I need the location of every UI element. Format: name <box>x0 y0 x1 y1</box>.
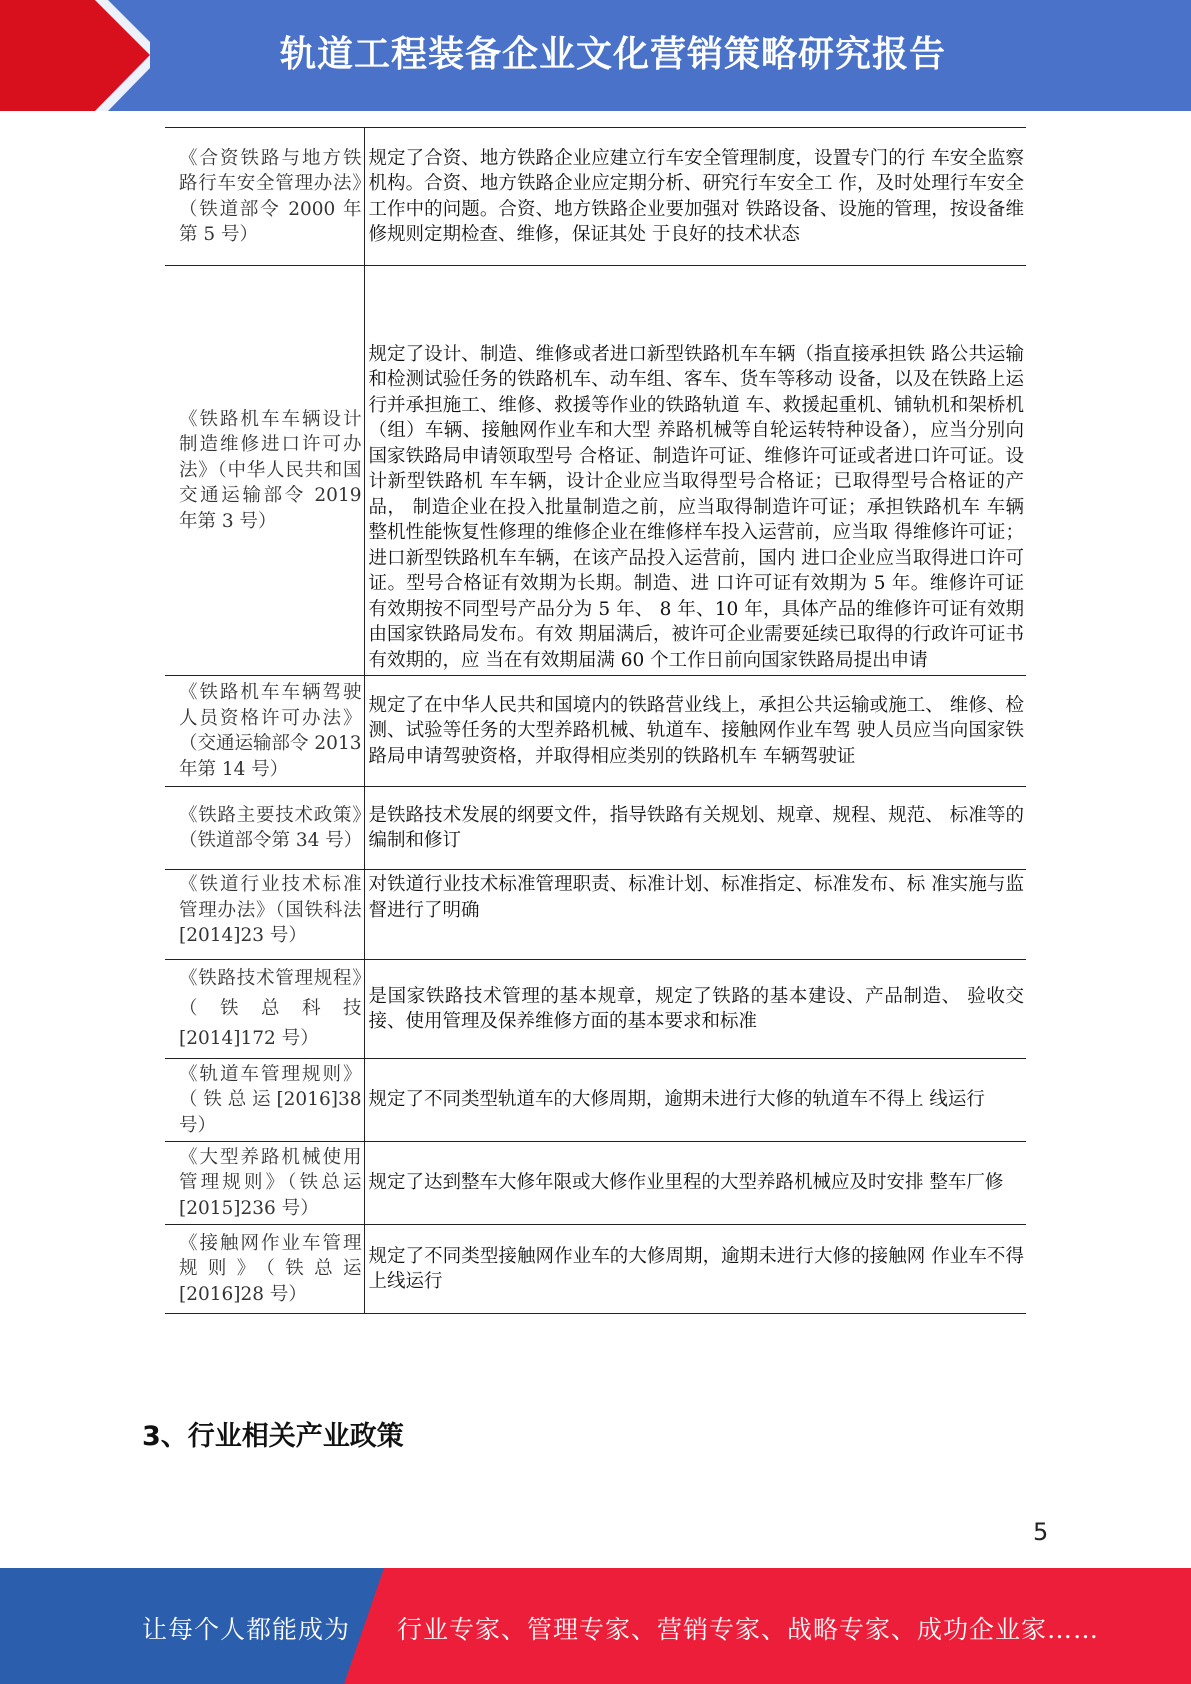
regulation-name: 《铁道行业技术标准管理办法》（国铁科法[2014]23 号） <box>165 870 364 960</box>
regulation-description: 是国家铁路技术管理的基本规章，规定了铁路的基本建设、产品制造、 验收交接、使用管理及保养维修方面的基本要求和标准 <box>364 960 1026 1059</box>
table-row <box>165 870 1026 960</box>
regulation-description: 规定了设计、制造、维修或者进口新型铁路机车车辆（指直接承担铁 路公共运输和检测试验任务的铁路机车、动车组、客车、货车等移动 设备，以及在铁路上运行并承担施工、维修、救援等作业的铁路轨道 车、救援起重机、铺轨机和架桥机（组）车辆、接触网作业车和大型 养路机械等自轮运转特种设备），应当分别向国家铁路局申请领取型号 合格证、制造许可证、维修许可证或者进口许可证。设计新型铁路机 车车辆，设计企业应当取得型号合格证；已取得型号合格证的产品， 制造企业在投入批量制造之前，应当取得制造许可证；承担铁路机车 车辆整机性能恢复性修理的维修企业在维修样车投入运营前，应当取 得维修许可证；进口新型铁路机车车辆，在该产品投入运营前，国内 进口企业应当取得进口许可证。型号合格证有效期为长期。制造、进 口许可证有效期为 5 年。维修许可证有效期按不同型号产品分为 5 年、 8 年、10 年，具体产品的维修许可证有效期由国家铁路局发布。有效 期届满后，被许可企业需要延续已取得的行政许可证书有效期的，应 当在有效期届满 60 个工作日前向国家铁路局提出申请 <box>364 266 1026 676</box>
regulation-name: 《轨道车管理规则》（铁总运[2016]38 号） <box>165 1059 364 1142</box>
table-row <box>165 128 1026 266</box>
regulation-name: 《大型养路机械使用管理规则》（铁总运[2015]236 号） <box>165 1142 364 1225</box>
table-row <box>165 1142 1026 1225</box>
table-row <box>165 676 1026 787</box>
regulation-description: 规定了合资、地方铁路企业应建立行车安全管理制度，设置专门的行 车安全监察机构。合资、地方铁路企业应定期分析、研究行车安全工 作，及时处理行车安全工作中的问题。合资、地方铁路企业要加强对 铁路设备、设施的管理，按设备维修规则定期检查、维修，保证其处 于良好的技术状态 <box>364 128 1026 266</box>
regulation-name: 《铁路主要技术政策》（铁道部令第 34 号） <box>165 787 364 870</box>
regulation-description: 规定了不同类型接触网作业车的大修周期，逾期未进行大修的接触网 作业车不得上线运行 <box>364 1225 1026 1314</box>
regulation-description: 对铁道行业技术标准管理职责、标准计划、标准指定、标准发布、标 准实施与监督进行了明确 <box>364 870 1026 960</box>
table-row <box>165 1225 1026 1314</box>
regulation-description: 规定了在中华人民共和国境内的铁路营业线上，承担公共运输或施工、 维修、检测、试验等任务的大型养路机械、轨道车、接触网作业车驾 驶人员应当向国家铁路局申请驾驶资格，并取得相应类别的铁路机车 车辆驾驶证 <box>364 676 1026 787</box>
page-number: 5 <box>1033 1518 1049 1546</box>
page-header <box>0 0 1191 111</box>
regulation-name: 《铁路机车车辆驾驶人员资格许可办法》（交通运输部令 2013 年第 14 号） <box>165 676 364 787</box>
header-arrow-decoration <box>0 0 150 111</box>
table-row <box>165 960 1026 1059</box>
regulation-description: 是铁路技术发展的纲要文件，指导铁路有关规划、规章、规程、规范、 标准等的编制和修订 <box>364 787 1026 870</box>
regulation-name: 《铁路机车车辆设计制造维修进口许可办法》（中华人民共和国交通运输部令 2019 年第 3 号） <box>165 266 364 676</box>
regulation-description: 规定了不同类型轨道车的大修周期，逾期未进行大修的轨道车不得上 线运行 <box>364 1059 1026 1142</box>
regulation-name: 《接触网作业车管理规则》（铁总运[2016]28 号） <box>165 1225 364 1314</box>
footer-slogan-left: 让每个人都能成为 <box>142 1615 351 1644</box>
regulation-name: 《铁路技术管理规程》（铁总科技[2014]172 号） <box>165 960 364 1059</box>
section-heading: 3、行业相关产业政策 <box>142 1421 404 1452</box>
regulation-name: 《合资铁路与地方铁路行车安全管理办法》（铁道部令 2000 年第 5 号） <box>165 128 364 266</box>
report-title: 轨道工程装备企业文化营销策略研究报告 <box>280 34 947 75</box>
regulation-description: 规定了达到整车大修年限或大修作业里程的大型养路机械应及时安排 整车厂修 <box>364 1142 1026 1225</box>
page-footer <box>0 1568 1191 1684</box>
table-row <box>165 787 1026 870</box>
regulations-table <box>165 127 1026 1314</box>
footer-slogan-right: 行业专家、管理专家、营销专家、战略专家、成功企业家…… <box>397 1615 1100 1644</box>
table-row <box>165 266 1026 676</box>
table-row <box>165 1059 1026 1142</box>
